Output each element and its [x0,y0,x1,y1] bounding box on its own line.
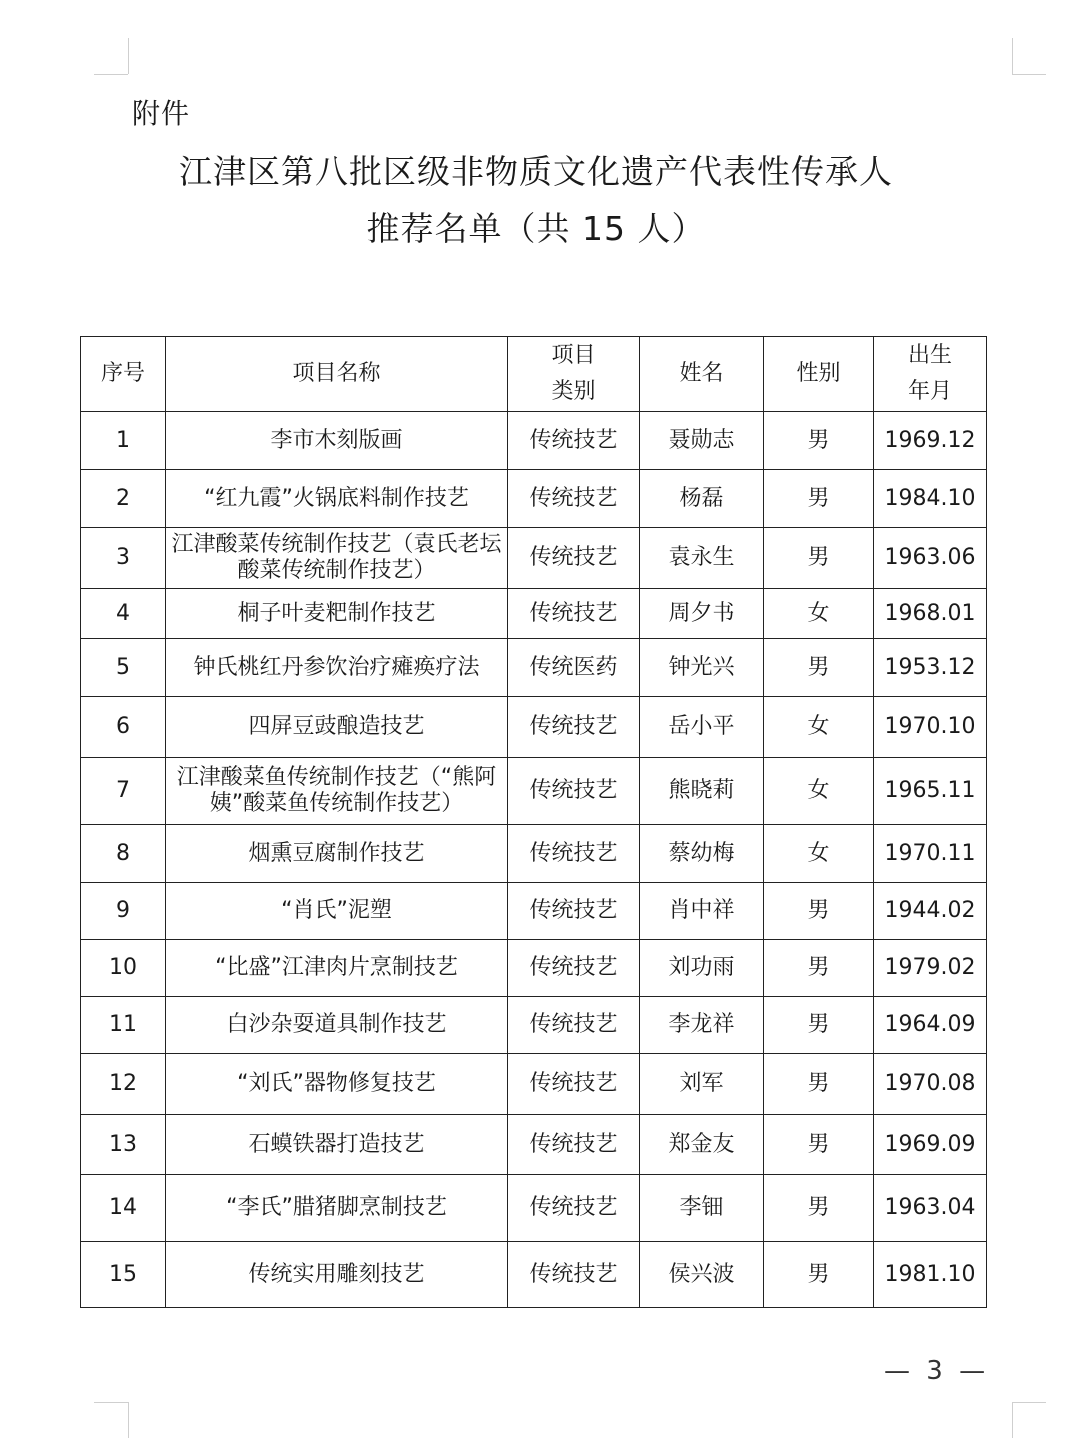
cell-index: 15 [81,1242,166,1308]
cell-name: 李龙祥 [640,997,764,1054]
table-row [81,883,987,940]
cell-project-name: 石蟆铁器打造技艺 [166,1115,508,1175]
cell-project-category: 传统技艺 [508,1115,640,1175]
cell-birth: 1970.08 [874,1054,987,1115]
cell-birth: 1944.02 [874,883,987,940]
table-row [81,639,987,697]
cell-gender: 男 [764,940,874,997]
cell-index: 3 [81,528,166,589]
table-row [81,1175,987,1242]
cell-index: 14 [81,1175,166,1242]
cell-birth: 1969.09 [874,1115,987,1175]
cell-name: 杨磊 [640,470,764,528]
header-project-name: 项目名称 [166,337,508,412]
table-row [81,412,987,470]
cell-project-name: 白沙杂耍道具制作技艺 [166,997,508,1054]
table-row [81,940,987,997]
cell-project-category: 传统技艺 [508,528,640,589]
cell-project-name: 李市木刻版画 [166,412,508,470]
cell-project-category: 传统技艺 [508,412,640,470]
cell-name: 岳小平 [640,697,764,758]
cell-gender: 女 [764,758,874,825]
cell-project-category: 传统技艺 [508,1054,640,1115]
cell-birth: 1953.12 [874,639,987,697]
document-title-line2: 推荐名单（共 15 人） [366,209,706,248]
cell-gender: 男 [764,997,874,1054]
cell-index: 5 [81,639,166,697]
cell-index: 2 [81,470,166,528]
cell-name: 熊晓莉 [640,758,764,825]
cell-birth: 1969.12 [874,412,987,470]
cell-project-category: 传统技艺 [508,997,640,1054]
crop-mark [1012,74,1046,75]
cell-project-name: 钟氏桃红丹参饮治疗瘫痪疗法 [166,639,508,697]
cell-project-name: 烟熏豆腐制作技艺 [166,825,508,883]
crop-mark [128,38,129,74]
cell-project-category: 传统技艺 [508,697,640,758]
cell-project-category: 传统技艺 [508,1242,640,1308]
header-birth: 出生 年月 [874,337,987,412]
cell-project-name: 江津酸菜传统制作技艺（袁氏老坛酸菜传统制作技艺） [166,528,508,589]
table-row [81,758,987,825]
cell-project-category: 传统医药 [508,639,640,697]
cell-gender: 男 [764,528,874,589]
cell-gender: 男 [764,412,874,470]
cell-birth: 1965.11 [874,758,987,825]
header-index: 序号 [81,337,166,412]
cell-project-category: 传统技艺 [508,589,640,639]
cell-birth: 1981.10 [874,1242,987,1308]
cell-project-name: 四屏豆豉酿造技艺 [166,697,508,758]
cell-gender: 男 [764,470,874,528]
cell-name: 李钿 [640,1175,764,1242]
cell-index: 10 [81,940,166,997]
table-row [81,470,987,528]
table-row [81,1242,987,1308]
cell-index: 8 [81,825,166,883]
cell-project-name: 传统实用雕刻技艺 [166,1242,508,1308]
page-number: — 3 — [884,1356,990,1386]
cell-index: 6 [81,697,166,758]
header-gender: 性别 [764,337,874,412]
cell-gender: 男 [764,1115,874,1175]
cell-gender: 男 [764,1242,874,1308]
cell-project-name: “刘氏”器物修复技艺 [166,1054,508,1115]
table-row [81,997,987,1054]
cell-name: 蔡幼梅 [640,825,764,883]
cell-gender: 男 [764,883,874,940]
cell-project-category: 传统技艺 [508,883,640,940]
cell-gender: 女 [764,825,874,883]
cell-project-category: 传统技艺 [508,470,640,528]
cell-project-name: 江津酸菜鱼传统制作技艺（“熊阿姨”酸菜鱼传统制作技艺） [166,758,508,825]
cell-project-category: 传统技艺 [508,758,640,825]
table-row [81,1054,987,1115]
cell-birth: 1979.02 [874,940,987,997]
crop-mark [94,74,128,75]
cell-gender: 男 [764,1054,874,1115]
cell-project-category: 传统技艺 [508,1175,640,1242]
cell-project-name: “比盛”江津肉片烹制技艺 [166,940,508,997]
cell-index: 4 [81,589,166,639]
cell-name: 刘功雨 [640,940,764,997]
table-row [81,1115,987,1175]
cell-name: 钟光兴 [640,639,764,697]
cell-gender: 女 [764,697,874,758]
cell-index: 11 [81,997,166,1054]
attachment-label: 附件 [132,97,191,130]
cell-name: 侯兴波 [640,1242,764,1308]
table-row [81,697,987,758]
cell-project-name: “李氏”腊猪脚烹制技艺 [166,1175,508,1242]
crop-mark [1012,1402,1013,1438]
crop-mark [94,1402,128,1403]
cell-name: 郑金友 [640,1115,764,1175]
cell-index: 9 [81,883,166,940]
crop-mark [128,1402,129,1438]
document-title-line1: 江津区第八批区级非物质文化遗产代表性传承人 [179,152,893,191]
table-row [81,589,987,639]
cell-index: 12 [81,1054,166,1115]
cell-project-name: “肖氏”泥塑 [166,883,508,940]
crop-mark [1012,1402,1046,1403]
cell-name: 聂勋志 [640,412,764,470]
cell-gender: 男 [764,1175,874,1242]
cell-project-category: 传统技艺 [508,825,640,883]
cell-birth: 1984.10 [874,470,987,528]
cell-birth: 1963.04 [874,1175,987,1242]
cell-name: 袁永生 [640,528,764,589]
cell-index: 13 [81,1115,166,1175]
table-row [81,825,987,883]
cell-name: 肖中祥 [640,883,764,940]
cell-index: 1 [81,412,166,470]
inheritor-table [80,336,987,1308]
cell-birth: 1970.11 [874,825,987,883]
crop-mark [1012,38,1013,74]
cell-name: 刘军 [640,1054,764,1115]
cell-project-name: 桐子叶麦粑制作技艺 [166,589,508,639]
cell-birth: 1963.06 [874,528,987,589]
cell-index: 7 [81,758,166,825]
cell-project-name: “红九霞”火锅底料制作技艺 [166,470,508,528]
cell-gender: 男 [764,639,874,697]
cell-project-category: 传统技艺 [508,940,640,997]
cell-birth: 1964.09 [874,997,987,1054]
cell-birth: 1970.10 [874,697,987,758]
table-row [81,528,987,589]
cell-name: 周夕书 [640,589,764,639]
header-name: 姓名 [640,337,764,412]
cell-gender: 女 [764,589,874,639]
header-project-category: 项目 类别 [508,337,640,412]
table-header-row [81,337,987,412]
cell-birth: 1968.01 [874,589,987,639]
